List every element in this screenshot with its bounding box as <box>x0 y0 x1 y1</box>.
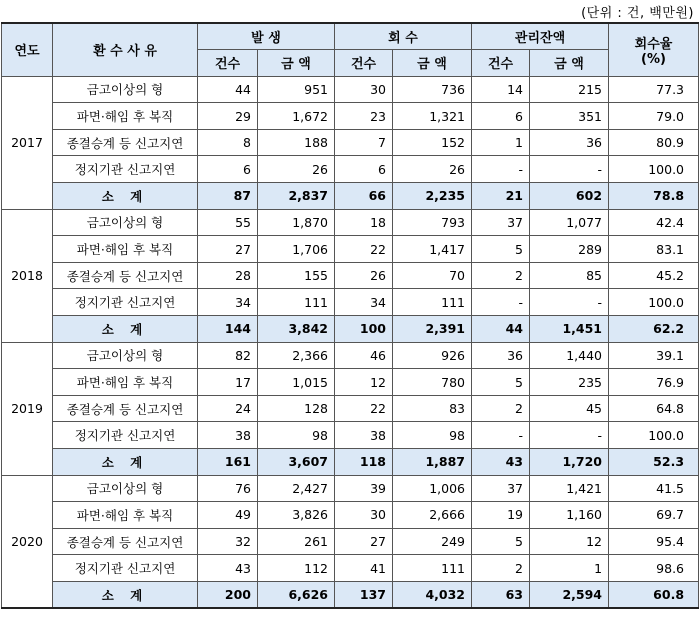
occur-amount-cell: 3,842 <box>258 316 335 343</box>
balance-amount-cell: 2,594 <box>530 581 609 608</box>
balance-amount-cell: 1,440 <box>530 342 609 369</box>
subtotal-label: 소 계 <box>53 316 198 343</box>
rate-cell: 42.4 <box>609 209 699 236</box>
reason-cell: 정지기관 신고지연 <box>53 555 198 582</box>
balance-amount-cell: 85 <box>530 262 609 289</box>
rate-cell: 80.9 <box>609 129 699 156</box>
header-recover: 회 수 <box>335 23 472 50</box>
balance-count-cell: 43 <box>472 449 530 476</box>
recover-amount-cell: 2,666 <box>393 502 472 529</box>
occur-count-cell: 82 <box>198 342 258 369</box>
occur-amount-cell: 1,706 <box>258 236 335 263</box>
balance-count-cell: 2 <box>472 262 530 289</box>
balance-count-cell: 19 <box>472 502 530 529</box>
occur-amount-cell: 3,607 <box>258 449 335 476</box>
rate-cell: 100.0 <box>609 422 699 449</box>
balance-count-cell: 37 <box>472 475 530 502</box>
reason-cell: 금고이상의 형 <box>53 209 198 236</box>
balance-count-cell: 37 <box>472 209 530 236</box>
recover-amount-cell: 111 <box>393 289 472 316</box>
rate-cell: 77.3 <box>609 76 699 103</box>
table-row <box>2 475 699 502</box>
balance-count-cell: 1 <box>472 129 530 156</box>
occur-amount-cell: 261 <box>258 528 335 555</box>
occur-amount-cell: 951 <box>258 76 335 103</box>
balance-count-cell: 5 <box>472 236 530 263</box>
table-row <box>2 103 699 130</box>
header-recover-count: 건수 <box>335 50 393 77</box>
balance-amount-cell: 36 <box>530 129 609 156</box>
balance-count-cell: - <box>472 289 530 316</box>
recover-count-cell: 46 <box>335 342 393 369</box>
header-balance: 관리잔액 <box>472 23 609 50</box>
recover-count-cell: 23 <box>335 103 393 130</box>
reason-cell: 종결승계 등 신고지연 <box>53 395 198 422</box>
balance-amount-cell: 12 <box>530 528 609 555</box>
recover-amount-cell: 736 <box>393 76 472 103</box>
header-balance-count: 건수 <box>472 50 530 77</box>
occur-count-cell: 200 <box>198 581 258 608</box>
recover-amount-cell: 1,417 <box>393 236 472 263</box>
recover-count-cell: 7 <box>335 129 393 156</box>
recover-amount-cell: 70 <box>393 262 472 289</box>
balance-count-cell: 2 <box>472 395 530 422</box>
recover-count-cell: 34 <box>335 289 393 316</box>
recover-count-cell: 12 <box>335 369 393 396</box>
subtotal-row <box>2 316 699 343</box>
balance-amount-cell: 289 <box>530 236 609 263</box>
rate-cell: 45.2 <box>609 262 699 289</box>
occur-count-cell: 55 <box>198 209 258 236</box>
balance-amount-cell: 45 <box>530 395 609 422</box>
balance-amount-cell: - <box>530 289 609 316</box>
recover-count-cell: 30 <box>335 76 393 103</box>
occur-count-cell: 87 <box>198 183 258 210</box>
recover-amount-cell: 780 <box>393 369 472 396</box>
reason-cell: 금고이상의 형 <box>53 342 198 369</box>
occur-count-cell: 32 <box>198 528 258 555</box>
occur-count-cell: 8 <box>198 129 258 156</box>
balance-count-cell: 5 <box>472 369 530 396</box>
occur-amount-cell: 1,672 <box>258 103 335 130</box>
occur-count-cell: 27 <box>198 236 258 263</box>
table-row <box>2 555 699 582</box>
header-balance-amount: 금 액 <box>530 50 609 77</box>
header-occur-amount: 금 액 <box>258 50 335 77</box>
occur-count-cell: 144 <box>198 316 258 343</box>
rate-cell: 79.0 <box>609 103 699 130</box>
subtotal-row <box>2 183 699 210</box>
recover-count-cell: 137 <box>335 581 393 608</box>
reason-cell: 종결승계 등 신고지연 <box>53 129 198 156</box>
header-rate <box>609 23 699 76</box>
recover-amount-cell: 249 <box>393 528 472 555</box>
recover-count-cell: 18 <box>335 209 393 236</box>
occur-amount-cell: 6,626 <box>258 581 335 608</box>
balance-count-cell: 5 <box>472 528 530 555</box>
occur-count-cell: 38 <box>198 422 258 449</box>
subtotal-row <box>2 449 699 476</box>
recover-count-cell: 39 <box>335 475 393 502</box>
rate-cell: 52.3 <box>609 449 699 476</box>
rate-cell: 60.8 <box>609 581 699 608</box>
occur-count-cell: 17 <box>198 369 258 396</box>
table-row <box>2 422 699 449</box>
recover-count-cell: 100 <box>335 316 393 343</box>
table-row <box>2 76 699 103</box>
occur-amount-cell: 1,870 <box>258 209 335 236</box>
subtotal-label: 소 계 <box>53 581 198 608</box>
occur-count-cell: 6 <box>198 156 258 183</box>
table-row <box>2 342 699 369</box>
header-year: 연도 <box>2 23 53 76</box>
rate-cell: 69.7 <box>609 502 699 529</box>
table-row <box>2 262 699 289</box>
reason-cell: 종결승계 등 신고지연 <box>53 528 198 555</box>
year-cell: 2019 <box>2 342 53 475</box>
recover-amount-cell: 2,235 <box>393 183 472 210</box>
occur-count-cell: 161 <box>198 449 258 476</box>
balance-amount-cell: 1,451 <box>530 316 609 343</box>
unit-note: (단위 : 건, 백만원) <box>581 6 694 21</box>
rate-cell: 98.6 <box>609 555 699 582</box>
occur-amount-cell: 112 <box>258 555 335 582</box>
recover-amount-cell: 1,006 <box>393 475 472 502</box>
subtotal-label: 소 계 <box>53 449 198 476</box>
rate-cell: 76.9 <box>609 369 699 396</box>
table-body <box>2 76 699 608</box>
recover-count-cell: 30 <box>335 502 393 529</box>
balance-amount-cell: 1,077 <box>530 209 609 236</box>
occur-amount-cell: 2,366 <box>258 342 335 369</box>
occur-count-cell: 44 <box>198 76 258 103</box>
occur-count-cell: 28 <box>198 262 258 289</box>
balance-amount-cell: 235 <box>530 369 609 396</box>
recover-amount-cell: 1,321 <box>393 103 472 130</box>
table-row <box>2 129 699 156</box>
header-occur: 발 생 <box>198 23 335 50</box>
reason-cell: 정지기관 신고지연 <box>53 156 198 183</box>
occur-count-cell: 24 <box>198 395 258 422</box>
reason-cell: 파면·해임 후 복직 <box>53 502 198 529</box>
recover-count-cell: 38 <box>335 422 393 449</box>
recover-amount-cell: 926 <box>393 342 472 369</box>
recover-amount-cell: 793 <box>393 209 472 236</box>
occur-count-cell: 76 <box>198 475 258 502</box>
balance-amount-cell: 1,421 <box>530 475 609 502</box>
recover-amount-cell: 83 <box>393 395 472 422</box>
recovery-table <box>1 22 699 609</box>
recover-amount-cell: 152 <box>393 129 472 156</box>
occur-count-cell: 34 <box>198 289 258 316</box>
balance-amount-cell: 215 <box>530 76 609 103</box>
rate-cell: 64.8 <box>609 395 699 422</box>
rate-cell: 41.5 <box>609 475 699 502</box>
rate-cell: 95.4 <box>609 528 699 555</box>
header-rate-unit: (%) <box>641 51 666 67</box>
table-row <box>2 236 699 263</box>
recover-amount-cell: 26 <box>393 156 472 183</box>
balance-count-cell: 36 <box>472 342 530 369</box>
table-row <box>2 289 699 316</box>
occur-amount-cell: 98 <box>258 422 335 449</box>
balance-count-cell: 63 <box>472 581 530 608</box>
rate-cell: 100.0 <box>609 289 699 316</box>
year-cell: 2017 <box>2 76 53 209</box>
reason-cell: 금고이상의 형 <box>53 76 198 103</box>
table-row <box>2 369 699 396</box>
reason-cell: 파면·해임 후 복직 <box>53 103 198 130</box>
recover-count-cell: 27 <box>335 528 393 555</box>
occur-count-cell: 29 <box>198 103 258 130</box>
balance-amount-cell: 1,720 <box>530 449 609 476</box>
occur-count-cell: 49 <box>198 502 258 529</box>
rate-cell: 62.2 <box>609 316 699 343</box>
recover-count-cell: 22 <box>335 395 393 422</box>
recover-count-cell: 41 <box>335 555 393 582</box>
rate-cell: 78.8 <box>609 183 699 210</box>
balance-amount-cell: 1,160 <box>530 502 609 529</box>
header-rate-label: 회수율 <box>634 36 673 52</box>
reason-cell: 금고이상의 형 <box>53 475 198 502</box>
recover-amount-cell: 1,887 <box>393 449 472 476</box>
occur-count-cell: 43 <box>198 555 258 582</box>
year-cell: 2018 <box>2 209 53 342</box>
header-reason: 환 수 사 유 <box>53 23 198 76</box>
year-cell: 2020 <box>2 475 53 608</box>
balance-amount-cell: 351 <box>530 103 609 130</box>
reason-cell: 파면·해임 후 복직 <box>53 236 198 263</box>
header-occur-count: 건수 <box>198 50 258 77</box>
balance-count-cell: 6 <box>472 103 530 130</box>
table-row <box>2 156 699 183</box>
occur-amount-cell: 111 <box>258 289 335 316</box>
occur-amount-cell: 128 <box>258 395 335 422</box>
rate-cell: 39.1 <box>609 342 699 369</box>
recover-count-cell: 118 <box>335 449 393 476</box>
table-row <box>2 209 699 236</box>
recover-amount-cell: 111 <box>393 555 472 582</box>
balance-amount-cell: - <box>530 422 609 449</box>
occur-amount-cell: 2,427 <box>258 475 335 502</box>
balance-count-cell: - <box>472 156 530 183</box>
reason-cell: 정지기관 신고지연 <box>53 289 198 316</box>
balance-count-cell: 2 <box>472 555 530 582</box>
balance-amount-cell: - <box>530 156 609 183</box>
subtotal-label: 소 계 <box>53 183 198 210</box>
occur-amount-cell: 3,826 <box>258 502 335 529</box>
reason-cell: 정지기관 신고지연 <box>53 422 198 449</box>
table-row <box>2 502 699 529</box>
table-row <box>2 395 699 422</box>
rate-cell: 83.1 <box>609 236 699 263</box>
balance-count-cell: - <box>472 422 530 449</box>
reason-cell: 종결승계 등 신고지연 <box>53 262 198 289</box>
balance-amount-cell: 602 <box>530 183 609 210</box>
subtotal-row <box>2 581 699 608</box>
recover-amount-cell: 98 <box>393 422 472 449</box>
balance-count-cell: 21 <box>472 183 530 210</box>
recover-amount-cell: 2,391 <box>393 316 472 343</box>
balance-count-cell: 44 <box>472 316 530 343</box>
balance-amount-cell: 1 <box>530 555 609 582</box>
occur-amount-cell: 2,837 <box>258 183 335 210</box>
reason-cell: 파면·해임 후 복직 <box>53 369 198 396</box>
balance-count-cell: 14 <box>472 76 530 103</box>
recover-count-cell: 6 <box>335 156 393 183</box>
recover-count-cell: 22 <box>335 236 393 263</box>
header-recover-amount: 금 액 <box>393 50 472 77</box>
recover-amount-cell: 4,032 <box>393 581 472 608</box>
rate-cell: 100.0 <box>609 156 699 183</box>
occur-amount-cell: 188 <box>258 129 335 156</box>
occur-amount-cell: 155 <box>258 262 335 289</box>
occur-amount-cell: 26 <box>258 156 335 183</box>
recover-count-cell: 66 <box>335 183 393 210</box>
occur-amount-cell: 1,015 <box>258 369 335 396</box>
recover-count-cell: 26 <box>335 262 393 289</box>
table-row <box>2 528 699 555</box>
